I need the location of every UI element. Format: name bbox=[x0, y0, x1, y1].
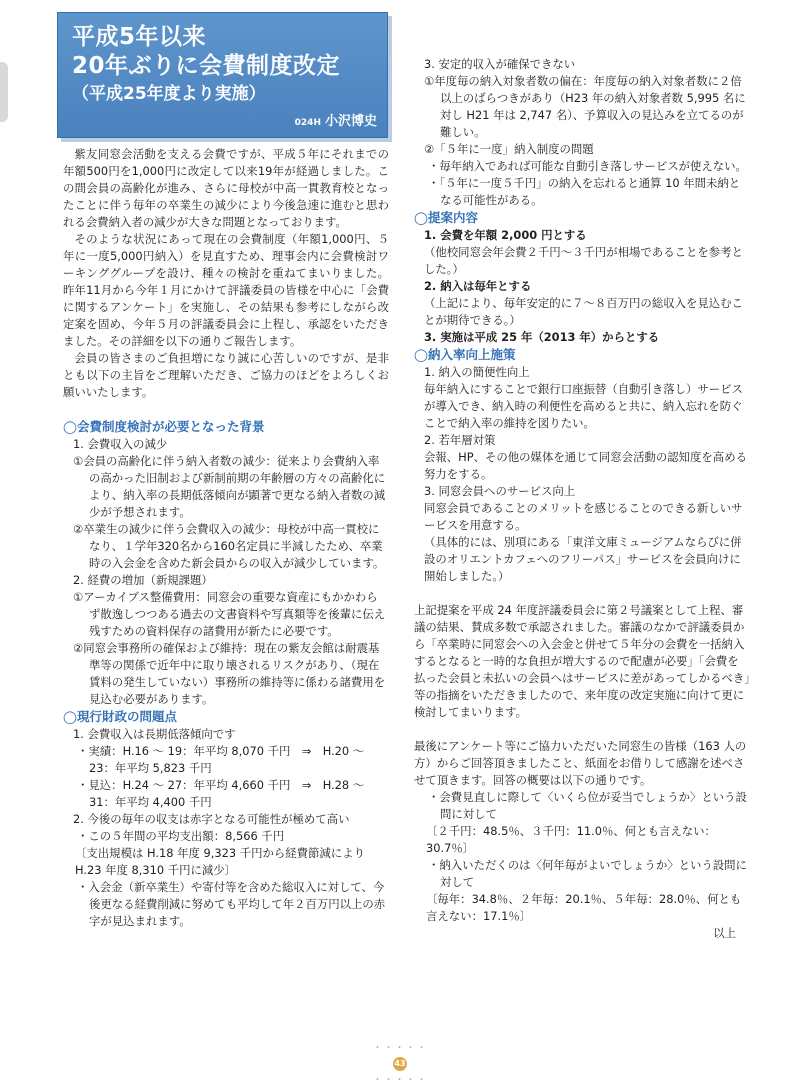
left-list-item: ①アーカイブス整備費用：同窓会の重要な資産にもかかわらず散逸しつつある過去の文書資料や写真類等を後輩に伝え残すための資料保存の諸費用が新たに必要です。 bbox=[73, 590, 386, 638]
right-list-item: ・納入いただくのは〈何年毎がよいでしょうか〉という設問に対して bbox=[428, 858, 747, 889]
right-sub-item: 同窓会員であることのメリットを感じることのできる新しいサービスを用意する。 bbox=[424, 501, 743, 532]
left-list-item: ・入会金（新卒業生）や寄付等を含めた総収入に対して、今後更なる経費削減に努めても平均して年２百万円以上の赤字が見込まれます。 bbox=[77, 880, 386, 928]
author-grade: 024H bbox=[294, 118, 321, 128]
author-name: 小沢博史 bbox=[324, 114, 377, 129]
right-sub-item: 1. 会費を年額 2,000 円とする bbox=[424, 228, 587, 242]
left-list-item: ②卒業生の減少に伴う会費収入の減少：母校が中高一貫校になり、１学年320名から160名定員に半減したため、卒業時の入会金を含めた新会員からの収入が減少しています。 bbox=[73, 522, 385, 570]
right-list-item: ②「５年に一度」納入制度の問題 bbox=[424, 142, 594, 156]
right-list-item: ①年度毎の納入対象者数の偏在：年度毎の納入対象者数に２倍以上のばらつきがあり（H23 年の納入対象者数 5,995 名に対し H21 年は 2,747 名）、予算収入の見込みを立てるのが難しい。 bbox=[424, 74, 746, 139]
article-title-box bbox=[57, 12, 388, 138]
right-list-item: ・「５年に一度５千円」の納入を忘れると通算 10 年間未納となる可能性がある。 bbox=[428, 176, 741, 207]
article-title-subtitle: （平成25年度より実施） bbox=[72, 84, 266, 104]
left-section-heading: ◯現行財政の問題点 bbox=[63, 709, 177, 724]
left-spacer bbox=[63, 401, 389, 418]
right-list-item: ・会費見直しに際して〈いくら位が妥当でしょうか〉という設問に対して bbox=[428, 790, 747, 821]
left-list-item: ・この５年間の平均支出額：8,566 千円 bbox=[77, 829, 285, 843]
left-section-heading: ◯会費制度検討が必要となった背景 bbox=[63, 419, 265, 434]
right-section-heading: ◯提案内容 bbox=[414, 210, 478, 225]
right-section-heading: ◯納入率向上施策 bbox=[414, 347, 516, 362]
right-sub-item: （具体的には、別項にある「東洋文庫ミュージアムならびに併設のオリエントカフェへのフリーパス」サービスを会員向けに開始しました。） bbox=[424, 535, 742, 583]
left-list-item: ・実績：H.16 ～ 19：年平均 8,070 千円 ⇒ H.20 ～ 23：年平均 5,823 千円 bbox=[77, 744, 365, 775]
page-number-dots-right: ・・・・・ bbox=[372, 1075, 428, 1086]
right-list-item: ・毎年納入であれば可能な自動引き落しサービスが使えない。 bbox=[428, 159, 747, 173]
right-sub-item: 2. 納入は毎年とする bbox=[424, 279, 532, 293]
left-paragraph: そのような状況にあって現在の会費制度（年額1,000円、５年に一度5,000円納入）を見直すため、理事会内に会費検討ワーキンググループを設け、種々の検討を重ねてまいりました。昨年11月から今年１月にかけて評議委員の皆様を中心に「会費に関するアンケート」を実施し、その結果も参考にしながら改定案を固め、今年５月の評議委員会に上程し、承認をいただきました。その詳細を以下の通りご報告します。 bbox=[63, 232, 389, 348]
page-number-badge: 43 bbox=[393, 1057, 407, 1071]
right-list-item: 〔２千円：48.5％、３千円：11.0％、何とも言えない：30.7％〕 bbox=[426, 824, 716, 855]
left-paragraph: 会員の皆さまのご負担増になり誠に心苦しいのですが、是非とも以下の主旨をご理解いただき、ご協力のほどをよろしくお願いいたします。 bbox=[63, 351, 389, 399]
author-byline bbox=[295, 110, 377, 129]
right-sub-item: 2. 若年層対策 bbox=[424, 433, 496, 447]
right-sub-item: 3. 同窓会員へのサービス向上 bbox=[424, 484, 576, 498]
right-spacer bbox=[414, 585, 750, 602]
right-sub-item: （上記により、毎年安定的に７～８百万円の総収入を見込むことが期待できる。） bbox=[424, 296, 743, 327]
left-sub-item: 2. 経費の増加（新規課題） bbox=[73, 573, 213, 587]
right-paragraph: 上記提案を平成 24 年度評議委員会に第２号議案として上程、審議の結果、賛成多数で承認されました。審議のなかで評議委員から「卒業時に同窓会への入会金と併せて５年分の会費を一括納入するとなると一時的な負担が増大するので配慮が必要」「会費を払った会員と未払いの会員へはサービスに差があってしかるべき」等の指摘をいただきましたので、来年度の改定実施に向けて更に検討してまいります。 bbox=[414, 603, 750, 719]
page-edge-decoration bbox=[0, 62, 8, 122]
right-sub-item: 会報、HP、その他の媒体を通じて同窓会活動の認知度を高める努力をする。 bbox=[424, 450, 747, 481]
left-sub-item: 2. 今後の毎年の収支は赤字となる可能性が極めて高い bbox=[73, 812, 350, 826]
left-list-item: ②同窓会事務所の確保および維持：現在の紫友会館は耐震基準等の関係で近年中に取り壊されるリスクがあり、（現在賃料の発生していない）事務所の維持等に係わる諸費用を見込む必要があります。 bbox=[73, 641, 386, 706]
article-title-line1: 平成5年以来 bbox=[72, 24, 207, 50]
right-sub-item: （他校同窓会年会費２千円～３千円が相場であることを参考とした。） bbox=[424, 245, 743, 276]
left-sub-item: 1. 会費収入の減少 bbox=[73, 437, 168, 451]
article-title-line2: 20年ぶりに会費制度改定 bbox=[72, 53, 341, 79]
right-spacer bbox=[414, 721, 750, 738]
right-closing: 以上 bbox=[713, 926, 736, 940]
right-sub-item: 毎年納入にすることで銀行口座振替（自動引き落し）サービスが導入でき、納入時の利便性を高めると共に、納入忘れを防ぐことで納入率の維持を図りたい。 bbox=[424, 382, 743, 430]
right-sub-item: 1. 納入の簡便性向上 bbox=[424, 365, 530, 379]
left-paragraph: 紫友同窓会活動を支える会費ですが、平成５年にそれまでの年額500円を1,000円に改定して以来19年が経過しました。この間会員の高齢化が進み、さらに母校が中高一貫教育校となったことに伴う毎年の卒業生の減少により今後急速に進むと思われる会費納入者の減少が大きな問題となっております。 bbox=[63, 147, 389, 229]
left-list-item: 〔支出規模は H.18 年度 9,323 千円から経費節減によりH.23 年度 8,310 千円に減少〕 bbox=[75, 846, 365, 877]
page-number-dots-left: ・・・・・ bbox=[372, 1043, 428, 1054]
page-number bbox=[368, 1041, 432, 1086]
left-list-item: ①会員の高齢化に伴う納入者数の減少：従来より会費納入率の高かった旧制および新制前期の年齢層の方々の高齢化により、納入率の長期低落傾向が顕著で更なる納入者数の減少が予想されます。 bbox=[73, 454, 386, 519]
right-paragraph: 最後にアンケート等にご協力いただいた同窓生の皆様（163 人の方）からご回答頂きましたこと、紙面をお借りして感謝を述べさせて頂きます。回答の概要は以下の通りです。 bbox=[414, 739, 747, 787]
left-sub-item: 1. 会費収入は長期低落傾向です bbox=[73, 727, 236, 741]
right-sub-item: 3. 安定的収入が確保できない bbox=[424, 57, 576, 71]
left-list-item: ・見込：H.24 ～ 27：年平均 4,660 千円 ⇒ H.28 ～ 31：年平均 4,400 千円 bbox=[77, 778, 365, 809]
left-column bbox=[63, 146, 389, 930]
right-sub-item: 3. 実施は平成 25 年（2013 年）からとする bbox=[424, 330, 660, 344]
right-list-item: 〔毎年：34.8％、２年毎：20.1％、５年毎：28.0％、何とも言えない：17.1％〕 bbox=[426, 892, 742, 923]
right-column bbox=[414, 56, 750, 942]
